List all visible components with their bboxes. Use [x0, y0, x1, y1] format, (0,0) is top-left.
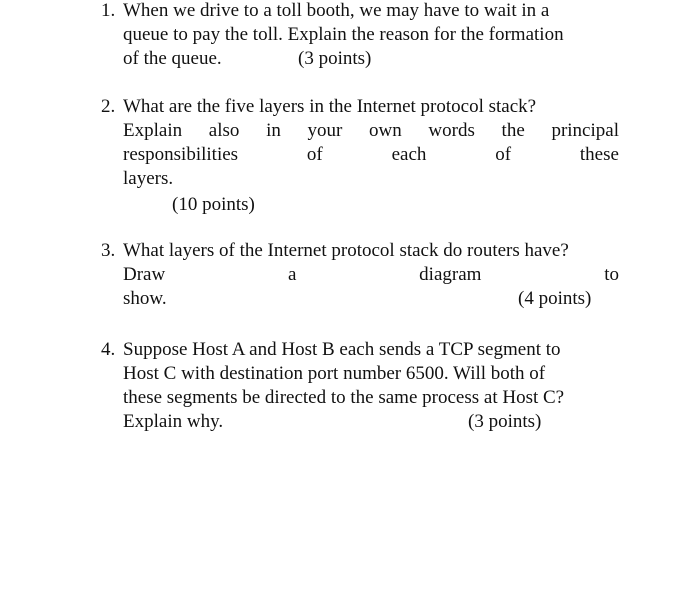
word: principal	[551, 120, 619, 141]
question-4-number: 4.	[101, 339, 116, 360]
word: own	[369, 120, 402, 141]
word: in	[266, 120, 281, 141]
question-3-line-3: show.	[123, 288, 167, 309]
question-2-points: (10 points)	[172, 194, 255, 215]
word: diagram	[419, 264, 482, 285]
question-3-line-2	[123, 264, 619, 286]
word: these	[579, 144, 619, 165]
word: of	[306, 144, 323, 165]
word: to	[604, 264, 619, 285]
word: each	[391, 144, 427, 165]
question-4-points: (3 points)	[468, 411, 542, 432]
question-1-line-1: When we drive to a toll booth, we may have to wait in a	[123, 0, 550, 21]
question-2-number: 2.	[101, 96, 116, 117]
question-3-points: (4 points)	[518, 288, 592, 309]
question-3-line-1: What layers of the Internet protocol stack do routers have?	[123, 240, 569, 261]
word: words	[428, 120, 475, 141]
word: responsibilities	[123, 144, 239, 165]
word: also	[208, 120, 240, 141]
word: of	[495, 144, 512, 165]
question-4-line-2: Host C with destination port number 6500. Will both of	[123, 363, 546, 384]
word: your	[307, 120, 343, 141]
question-4-line-1: Suppose Host A and Host B each sends a TCP segment to	[123, 339, 561, 360]
question-1-line-3: of the queue.	[123, 48, 222, 69]
word: the	[501, 120, 525, 141]
question-2-line-3	[123, 144, 619, 166]
question-4-line-4: Explain why.	[123, 411, 224, 432]
word: a	[287, 264, 297, 285]
word: Explain	[123, 120, 183, 141]
word: Draw	[123, 264, 166, 285]
question-2-line-2	[123, 120, 619, 142]
question-1-points: (3 points)	[298, 48, 372, 69]
question-1-line-2: queue to pay the toll. Explain the reason for the formation	[123, 24, 564, 45]
question-2-line-4: layers.	[123, 168, 174, 189]
question-2-line-1: What are the five layers in the Internet protocol stack?	[123, 96, 537, 117]
question-1-number: 1.	[101, 0, 116, 21]
question-3-number: 3.	[101, 240, 116, 261]
question-4-line-3: these segments be directed to the same process at Host C?	[123, 387, 565, 408]
